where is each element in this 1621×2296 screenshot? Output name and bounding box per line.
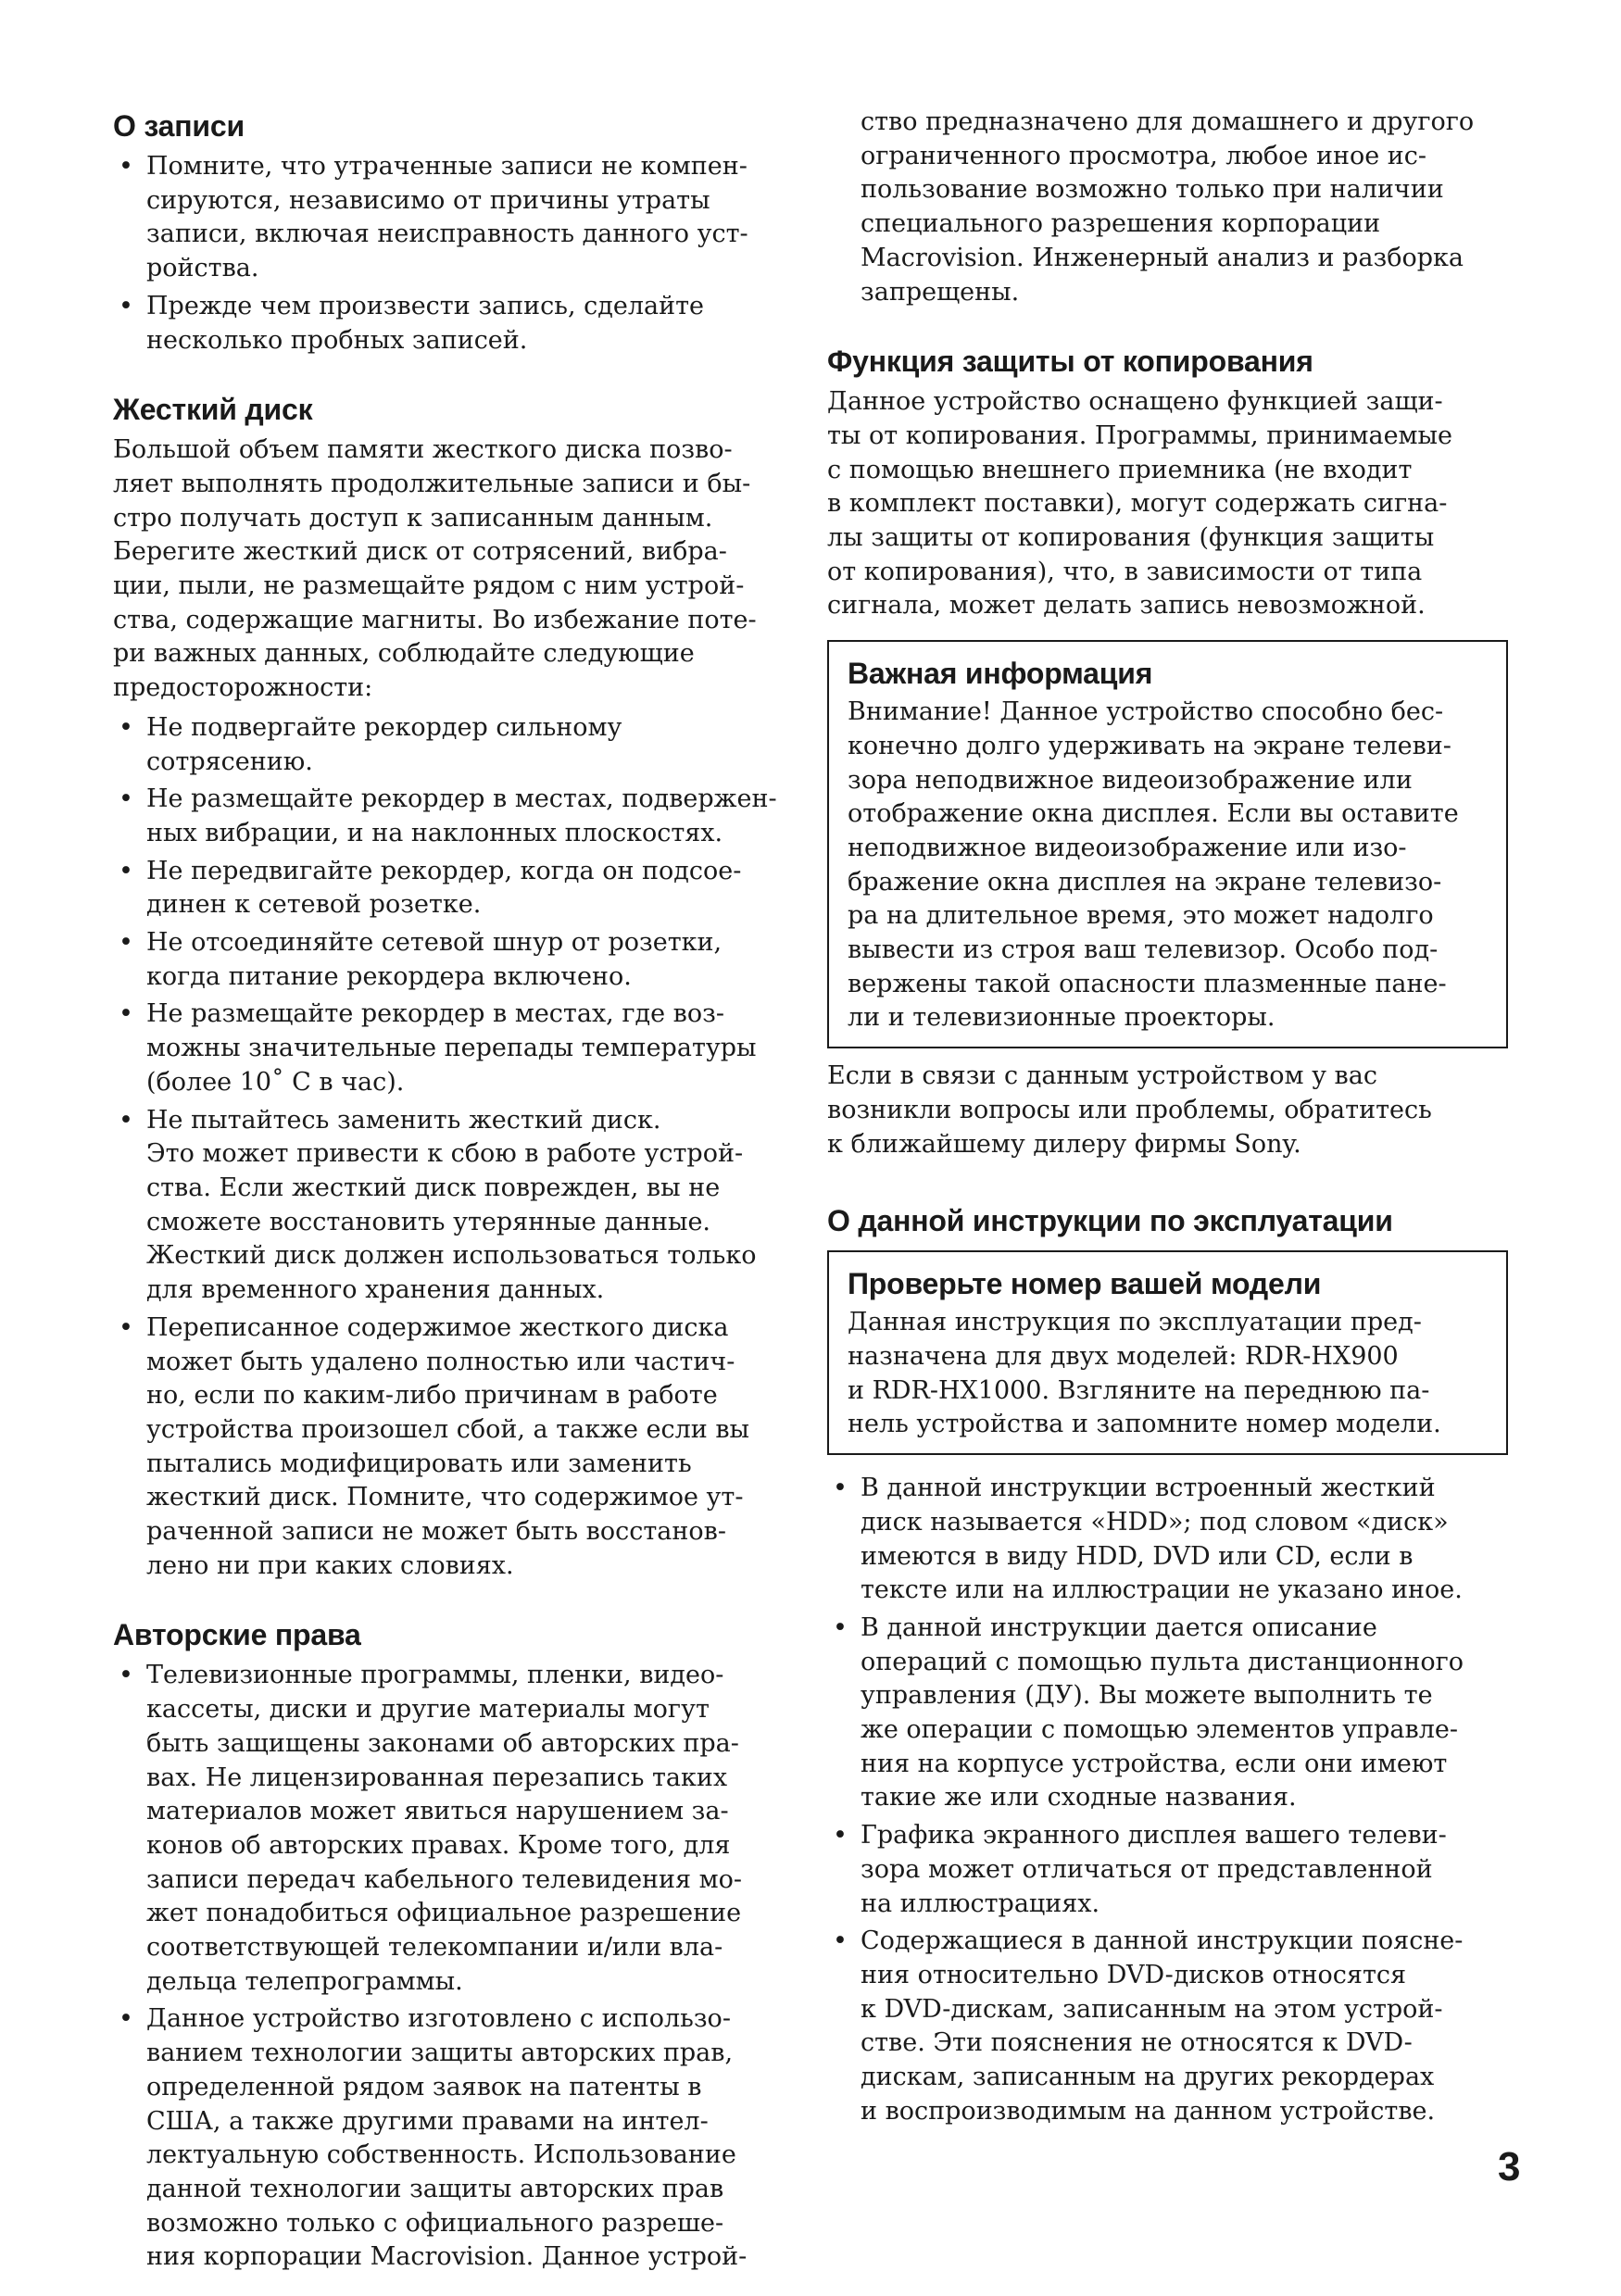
section-title: Авторские права	[113, 1618, 361, 1652]
section-recording	[113, 107, 794, 358]
section-manual	[827, 1202, 1508, 2128]
bullet-item: • Не отсоединяйте сетевой шнур от розетки, когда питание рекордера включено.	[113, 926, 794, 994]
bullet-list	[113, 150, 794, 358]
bullet-list	[113, 1659, 794, 2275]
right-column	[827, 106, 1508, 2162]
box-title: Проверьте номер вашей модели	[848, 1267, 1322, 1301]
important-info-box	[827, 640, 1508, 1048]
section-intro: Большой объем памяти жесткого диска позво- ляет выполнять продолжительные записи и бы- стро получать доступ к записанным данным. Берегите жесткий диск от сотрясений, вибра- ции, пыли, не размещайте рядом с ним устрой- ства, содержащие магниты. Во избежание поте- ри важных данных, соблюдайте следующие предосторожности:	[113, 435, 757, 703]
continued-text: ство предназначено для домашнего и другого ограниченного просмотра, любое иное ис- пользование возможно только при наличии специального разрешения корпорации Macrovision. Инженерный анализ и разборка запрещены.	[861, 107, 1475, 307]
bullet-list	[113, 711, 794, 1584]
section-title: О записи	[113, 109, 245, 143]
bullet-item: • Переписанное содержимое жесткого диска может быть удалено полностью или частич- но, если по каким-либо причинам в работе устройства произошел сбой, а также если вы пытались модифицировать или заменить жесткий диск. Помните, что содержимое ут- раченной записи не может быть восстанов- лено ни при каких словиях.	[113, 1311, 794, 1584]
page-number: 3	[1498, 2144, 1521, 2189]
box-text: Данная инструкция по эксплуатации пред- назначена для двух моделей: RDR-HX900 и RDR-HX1000. Взгляните на переднюю па- нель устройства и запомните номер модели.	[848, 1308, 1441, 1439]
box-text: Внимание! Данное устройство способно бес- конечно долго удерживать на экране телеви- зора неподвижное видеоизображение или отображение окна дисплея. Если вы оставите неподвижное видеоизображение или изо- бражение окна дисплея на экране телевизо- ра на длительное время, это может надолго вывести из строя ваш телевизор. Особо под- вержены такой опасности плазменные пане- ли и телевизионные проекторы.	[848, 697, 1459, 1033]
bullet-list	[827, 1472, 1508, 2128]
bullet-item: • Не передвигайте рекордер, когда он подсое- динен к сетевой розетке.	[113, 855, 794, 922]
section-text: Данное устройство оснащено функцией защи- ты от копирования. Программы, принимаемые с помощью внешнего приемника (не входит в комплект поставки), могут содержать сигна- лы защиты от копирования (функция защиты от копирования), что, в зависимости от типа сигнала, может делать запись невозможной.	[827, 387, 1453, 621]
bullet-item: • Содержащиеся в данной инструкции поясне- ния относительно DVD-дисков относятся к DVD-дискам, записанным на этом устрой- стве. Эти пояснения не относятся к DVD- дискам, записанным на других рекордерах и воспроизводимым на данном устройстве.	[827, 1925, 1508, 2128]
bullet-item: • Прежде чем произвести запись, сделайте несколько пробных записей.	[113, 290, 794, 358]
section-contact	[827, 1060, 1508, 1161]
left-column	[113, 107, 794, 2296]
section-copy-guard	[827, 343, 1508, 623]
bullet-item: • Данное устройство изготовлено с использо- ванием технологии защиты авторских прав, определенной рядом заявок на патенты в США, а также другими правами на интел- лектуальную собственность. Использование данной технологии защиты авторских прав возможно только с официального разреше- ния корпорации Macrovision. Данное устрой-	[113, 2002, 794, 2275]
bullet-item: • В данной инструкции дается описание операций с помощью пульта дистанционного управления (ДУ). Вы можете выполнить те же операции с помощью элементов управле- ния на корпусе устройства, если они имеют такие же или сходные названия.	[827, 1612, 1508, 1815]
section-title: Функция защиты от копирования	[827, 345, 1313, 379]
bullet-item: • Не подвергайте рекордер сильному сотрясению.	[113, 711, 794, 779]
box-title: Важная информация	[848, 657, 1153, 691]
bullet-item: • Помните, что утраченные записи не компен- сируются, независимо от причины утраты записи, включая неисправность данного уст- ройства.	[113, 150, 794, 286]
bullet-item: • Не размещайте рекордер в местах, подвержен- ных вибрации, и на наклонных плоскостях.	[113, 783, 794, 850]
section-title: О данной инструкции по эксплуатации	[827, 1204, 1393, 1238]
section-copyright	[113, 1616, 794, 2275]
model-check-box	[827, 1250, 1508, 1455]
bullet-item: • В данной инструкции встроенный жесткий диск называется «HDD»; под словом «диск» имеются в виду HDD, DVD или CD, если в тексте или на иллюстрации не указано иное.	[827, 1472, 1508, 1608]
section-hdd	[113, 391, 794, 1583]
bullet-item: • Не размещайте рекордер в местах, где воз- можны значительные перепады температуры (более 10˚ C в час).	[113, 997, 794, 1099]
section-copyright-continued	[827, 106, 1508, 309]
bullet-item: • Не пытайтесь заменить жесткий диск. Это может привести к сбою в работе устрой- ства. Если жесткий диск поврежден, вы не сможете восстановить утерянные данные. Жесткий диск должен использоваться только для временного хранения данных.	[113, 1104, 794, 1308]
bullet-item: • Графика экранного дисплея вашего телеви- зора может отличаться от представленной на иллюстрациях.	[827, 1819, 1508, 1921]
section-title: Жесткий диск	[113, 393, 313, 427]
contact-text: Если в связи с данным устройством у вас возникли вопросы или проблемы, обратитесь к ближайшему дилеру фирмы Sony.	[827, 1061, 1432, 1159]
bullet-item: • Телевизионные программы, пленки, видео- кассеты, диски и другие материалы могут быть защищены законами об авторских пра- вах. Не лицензированная перезапись таких материалов может явиться нарушением за- конов об авторских правах. Кроме того, для записи передач кабельного телевидения мо- жет понадобиться официальное разрешение соответствующей телекомпании и/или вла- дельца телепрограммы.	[113, 1659, 794, 1999]
